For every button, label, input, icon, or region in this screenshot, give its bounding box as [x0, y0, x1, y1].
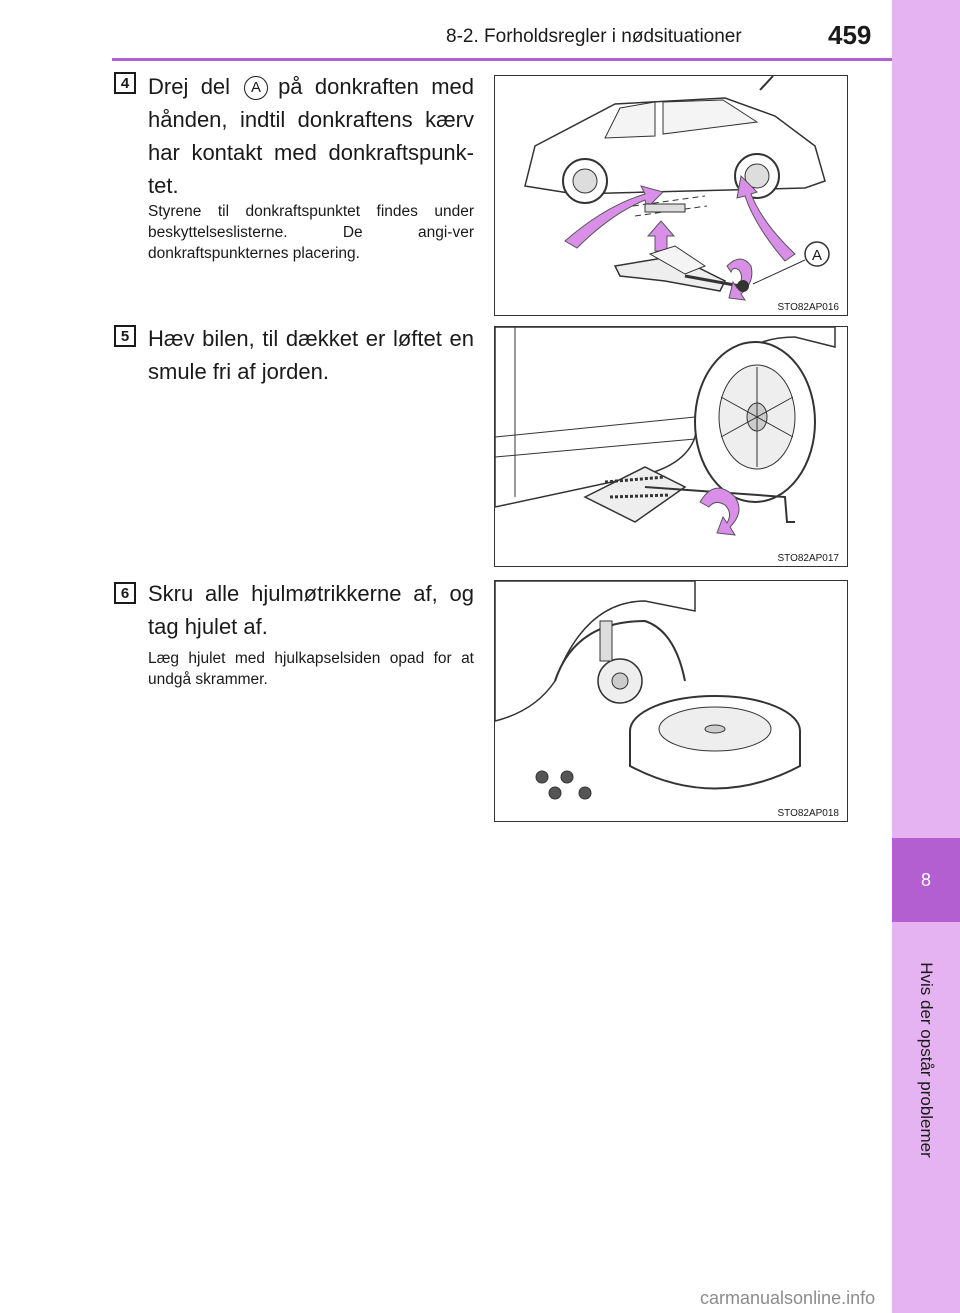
figure-remove-wheel	[494, 580, 848, 822]
step-4-text-after: på donkraften med hånden, indtil donkraftens kærv har kontakt med donkraftspunk-tet.	[148, 74, 474, 198]
step-5-text: Hæv bilen, til dækket er løftet en smule fri af jorden.	[148, 326, 474, 384]
step-number-4: 4	[114, 72, 136, 94]
step-4-note: Styrene til donkraftspunktet findes under beskyttelseslisterne. De angi-ver donkraftspunkternes placering.	[148, 203, 474, 262]
raise-car-illustration	[495, 327, 848, 567]
figure-raise-car	[494, 326, 848, 567]
figure-code-017: STO82AP017	[777, 553, 839, 564]
part-a-marker: A	[244, 76, 268, 100]
step-4-text	[148, 70, 474, 202]
step-number-5: 5	[114, 325, 136, 347]
lug-nut	[579, 787, 591, 799]
jack-car-illustration	[495, 76, 848, 316]
watermark: carmanualsonline.info	[700, 1288, 876, 1308]
chapter-number: 8	[920, 869, 931, 890]
header-rule	[112, 58, 892, 61]
page-number: 459	[828, 20, 872, 50]
step-number-6: 6	[114, 582, 136, 604]
lug-nut	[561, 771, 573, 783]
step-6-note: Læg hjulet med hjulkapselsiden opad for at undgå skrammer.	[148, 650, 474, 688]
step-6-text: Skru alle hjulmøtrikkerne af, og tag hjulet af.	[148, 581, 474, 639]
lug-nut	[536, 771, 548, 783]
rotation-arrow	[700, 488, 739, 535]
remove-wheel-illustration	[495, 581, 848, 822]
chapter-label: Hvis der opstår problemer	[917, 962, 936, 1158]
step-4-text-before: Drej del	[148, 74, 231, 99]
figure-callout-a: A	[811, 247, 823, 264]
figure-jack-under-car	[494, 75, 848, 316]
up-arrow	[648, 221, 674, 251]
figure-code-018: STO82AP018	[777, 808, 839, 819]
rotation-arrow	[727, 259, 752, 300]
figure-code-016: STO82AP016	[777, 302, 839, 313]
lug-nut	[549, 787, 561, 799]
chapter-tab[interactable]	[892, 838, 960, 922]
section-title: 8-2. Forholdsregler i nødsituationer	[446, 26, 742, 47]
